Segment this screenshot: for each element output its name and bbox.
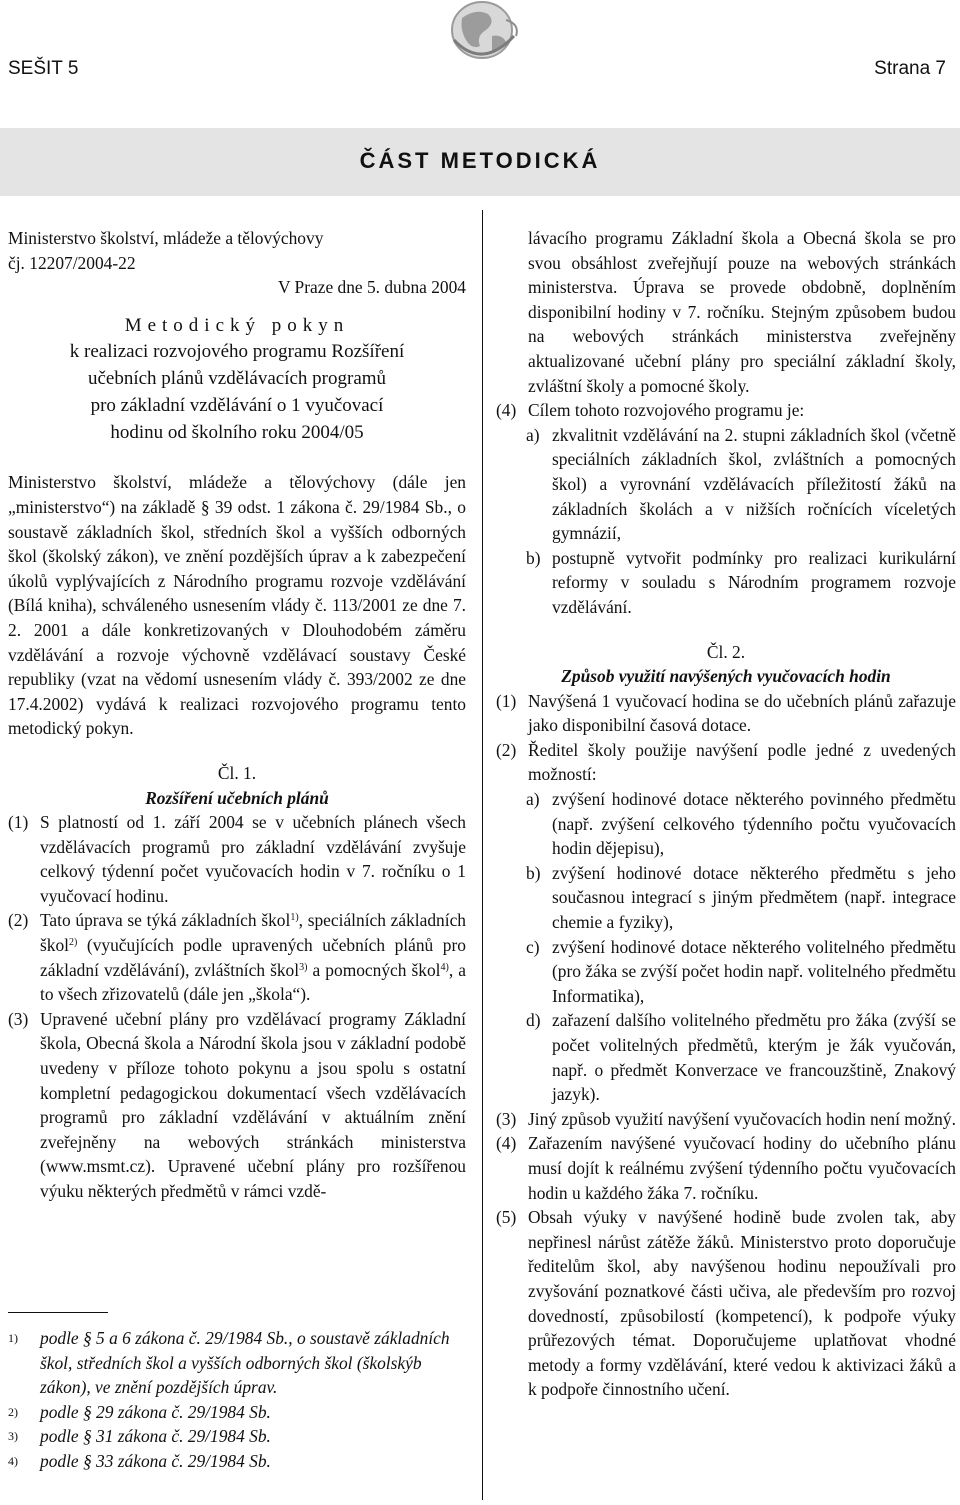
ministry-name: Ministerstvo školství, mládeže a tělovýchovy bbox=[8, 228, 324, 248]
item-letter: b) bbox=[526, 862, 541, 883]
footnote bbox=[8, 1449, 466, 1474]
footnote-text: podle § 31 zákona č. 29/1984 Sb. bbox=[40, 1426, 271, 1447]
footnote-text: podle § 5 a 6 zákona č. 29/1984 Sb., o soustavě základních škol, středních škol a vyšších odborných škol (školskýb zákon), ve znění pozdějších úprav. bbox=[40, 1328, 450, 1398]
item-text: zvýšení hodinové dotace některého volitelného předmětu (pro žáka se zvýší počet hodin např. volitelného předmětu Informatika), bbox=[552, 936, 956, 1006]
paragraph-number: (5) bbox=[496, 1207, 517, 1228]
paragraph-text: Ředitel školy použije navýšení podle jedné z uvedených možností: bbox=[528, 739, 956, 785]
item-text: postupně vytvořit podmínky pro realizaci kurikulární reformy v souladu s Národním programem rozvoje vzdělávání. bbox=[552, 547, 956, 617]
paragraph-text: a pomocných škol bbox=[307, 959, 441, 980]
paragraph-3 bbox=[8, 1007, 466, 1204]
paragraph-4 bbox=[496, 398, 956, 423]
paragraph-text: Jiný způsob využití navýšení vyučovacích hodin není možný. bbox=[528, 1108, 956, 1129]
footnote-mark: 4) bbox=[8, 1453, 18, 1468]
footnote-mark: 2) bbox=[8, 1404, 18, 1419]
paragraph-number: (2) bbox=[496, 739, 517, 760]
item-letter: c) bbox=[526, 936, 540, 957]
paragraph-text: Cílem tohoto rozvojového programu je: bbox=[528, 400, 805, 421]
paragraph-text: S platností od 1. září 2004 se v učebních plánech všech vzdělávacích programů pro základní vzdělávání zvyšuje celkový týdenní počet vyučovacích hodin v 7. ročníku o 1 vyučovací hodinu. bbox=[40, 812, 466, 906]
option-b bbox=[496, 861, 956, 935]
item-letter: a) bbox=[526, 789, 540, 810]
document-title: Metodický pokyn bbox=[124, 314, 350, 336]
footnote-ref: 2) bbox=[69, 937, 78, 949]
heading-line: pro základní vzdělávání o 1 vyučovací bbox=[90, 395, 384, 417]
article-1-title: Rozšíření učebních plánů bbox=[145, 787, 329, 808]
paragraph-text: Tato úprava se týká základních škol bbox=[40, 910, 291, 931]
item-letter: d) bbox=[526, 1010, 541, 1031]
paragraph-4-b bbox=[496, 546, 956, 620]
article-2-label: Čl. 2. bbox=[706, 641, 746, 662]
paragraph-text: , speciálních základních škol bbox=[40, 910, 466, 956]
paragraph-number: (3) bbox=[496, 1108, 517, 1129]
footnote-ref: 1) bbox=[290, 912, 299, 924]
paragraph-text: Obsah výuky v navýšené hodině bude zvolen tak, aby nepřinesl nárůst zátěže žáků. Ministerstvo proto doporučuje ředitelům škol, aby navýšenou hodinu nepoužívali pro zvyšování poznatkové části učiva, ale především pro rozvoj dovedností, způsobilostí (kompetencí), k podpoře výuky průřezových témat. Doporučujeme uplatňovat vhodné metody a formy vzdělávání, které vedou k aktivizaci žáků a k podpoře činnostního učení. bbox=[528, 1207, 956, 1400]
item-text: zvýšení hodinové dotace některého povinného předmětu (např. zvýšení celkového týdenního počtu vyučovacích hodin dějepisu), bbox=[552, 789, 956, 859]
article-2-title: Způsob využití navýšených vyučovacích hodin bbox=[561, 666, 891, 687]
paragraph-2 bbox=[8, 908, 466, 1006]
footnote-ref: 4) bbox=[440, 961, 449, 973]
issue-date: V Praze dne 5. dubna 2004 bbox=[277, 277, 466, 298]
footnote-mark: 3) bbox=[8, 1429, 18, 1444]
article-2-paragraph-3 bbox=[496, 1107, 956, 1132]
document-heading bbox=[8, 338, 466, 446]
intro-paragraph: Ministerstvo školství, mládeže a tělovýchovy (dále jen „ministerstvo“) na základě § 39 odst. 1 zákona č. 29/1984 Sb., o soustavě základních škol, středních škol a vyšších odborných škol (školský zákon), ve znění pozdějších úprav a k zabezpečení úkolů vyplývajících z Národního programu rozvoje vzdělávání (Bílá kniha), schváleného usnesením vlády č. 113/2001 ze dne 7. 2. 2001 a dále konkretizovaných v Dlouhodobém záměru vzdělávání a rozvoje výchovně vzdělávací soustavy České republiky (vzat na vědomí usnesením vlády č. 393/2002 ze dne 17.4.2002) vydává k realizaci rozvojového programu tento metodický pokyn. bbox=[8, 472, 466, 739]
section-label: SEŠIT 5 bbox=[8, 58, 79, 79]
footnote-rule bbox=[8, 1312, 108, 1313]
paragraph-text: , a to všech zřizovatelů (dále jen „škola“). bbox=[40, 959, 467, 1005]
section-title: ČÁST METODICKÁ bbox=[359, 148, 601, 173]
column-divider bbox=[482, 210, 483, 1500]
article-2-paragraph-5 bbox=[496, 1205, 956, 1402]
paragraph-number: (4) bbox=[496, 400, 517, 421]
paragraph-4-a bbox=[496, 423, 956, 546]
paragraph-number: (1) bbox=[496, 690, 517, 711]
option-c bbox=[496, 935, 956, 1009]
item-text: zvýšení hodinové dotace některého předmětu s jeho současnou integrací s jiným předmětem (např. integrace chemie a fyziky), bbox=[552, 862, 956, 933]
paragraph-number: (1) bbox=[8, 812, 29, 833]
article-2-paragraph-1 bbox=[496, 689, 956, 738]
footnote-ref: 3) bbox=[299, 961, 308, 973]
page-number: Strana 7 bbox=[874, 58, 946, 79]
paragraph-text: Upravené učební plány pro vzdělávací programy Základní škola, Obecná škola a Národní škola jsou v základní podobě uvedeny v příloze tohoto pokynu a jsou spolu s ostatní kompletní pedagogickou dokumentací všech vzdělávacích programů pro základní vzdělávání v aktuálním znění zveřejněny na webových stránkách ministerstva (www.msmt.cz). Upravené učební plány pro rozšířenou výuku některých předmětů v rámci vzdě- bbox=[40, 1008, 466, 1201]
paragraph-3-continued: lávacího programu Základní škola a Obecná škola se pro svou obsáhlost zveřejňují pouze na webových stránkách ministerstva. Úprava se provede obdobně, doplněním disponibilní hodiny v 7. ročníku. Stejným způsobem budou na webových stránkách ministerstva zveřejněny aktualizované učební plány pro speciální základní školy, zvláštní školy a pomocné školy. bbox=[528, 228, 956, 396]
paragraph-1 bbox=[8, 810, 466, 908]
reference-number: čj. 12207/2004-22 bbox=[8, 252, 136, 273]
footnote bbox=[8, 1326, 466, 1400]
footnote-mark: 1) bbox=[8, 1331, 18, 1345]
right-column bbox=[496, 226, 956, 1402]
paragraph-text: Navýšená 1 vyučovací hodina se do učebních plánů zařazuje jako disponibilní časová dotace. bbox=[528, 690, 956, 736]
article-2-paragraph-2 bbox=[496, 738, 956, 787]
item-text: zařazení dalšího volitelného předmětu pro žáka (zvýší se počet volitelných předmětů, kterým je žák vyučován, např. o předmět Konverzace ve francouzštině, Znakový jazyk). bbox=[552, 1010, 956, 1105]
item-text: zkvalitnit vzdělávání na 2. stupni základních škol (včetně speciálních základních škol, zvláštních a pomocných škol) a vyrovnání vzdělávacích příležitostí žáků na základních školách a v nižších ročnících víceletých gymnázií, bbox=[552, 424, 956, 544]
paragraph-text: Zařazením navýšené vyučovací hodiny do učebního plánu musí dojít k reálnému zvýšení týdenního počtu vyučovacích hodin u každého žáka 7. ročníku. bbox=[528, 1133, 956, 1203]
paragraph-text: (vyučujících podle upravených učebních plánů pro základní vzdělávání), zvláštních škol bbox=[40, 935, 466, 980]
footnote bbox=[8, 1424, 466, 1449]
footnotes bbox=[8, 1326, 466, 1474]
item-letter: a) bbox=[526, 424, 540, 445]
heading-line: hodinu od školního roku 2004/05 bbox=[110, 422, 364, 444]
left-column bbox=[8, 226, 466, 1204]
footnote-text: podle § 33 zákona č. 29/1984 Sb. bbox=[40, 1450, 271, 1471]
article-1-label: Čl. 1. bbox=[217, 762, 257, 783]
heading-line: k realizaci rozvojového programu Rozšíření bbox=[69, 341, 405, 363]
footnote bbox=[8, 1400, 466, 1425]
option-a bbox=[496, 787, 956, 861]
article-2-paragraph-4 bbox=[496, 1131, 956, 1205]
paragraph-number: (3) bbox=[8, 1008, 29, 1029]
footnote-text: podle § 29 zákona č. 29/1984 Sb. bbox=[40, 1401, 271, 1422]
paragraph-number: (4) bbox=[496, 1133, 517, 1154]
option-d bbox=[496, 1008, 956, 1106]
heading-line: učebních plánů vzdělávacích programů bbox=[87, 368, 387, 390]
globe-logo-icon bbox=[436, 0, 528, 68]
paragraph-number: (2) bbox=[8, 910, 29, 931]
item-letter: b) bbox=[526, 547, 541, 568]
